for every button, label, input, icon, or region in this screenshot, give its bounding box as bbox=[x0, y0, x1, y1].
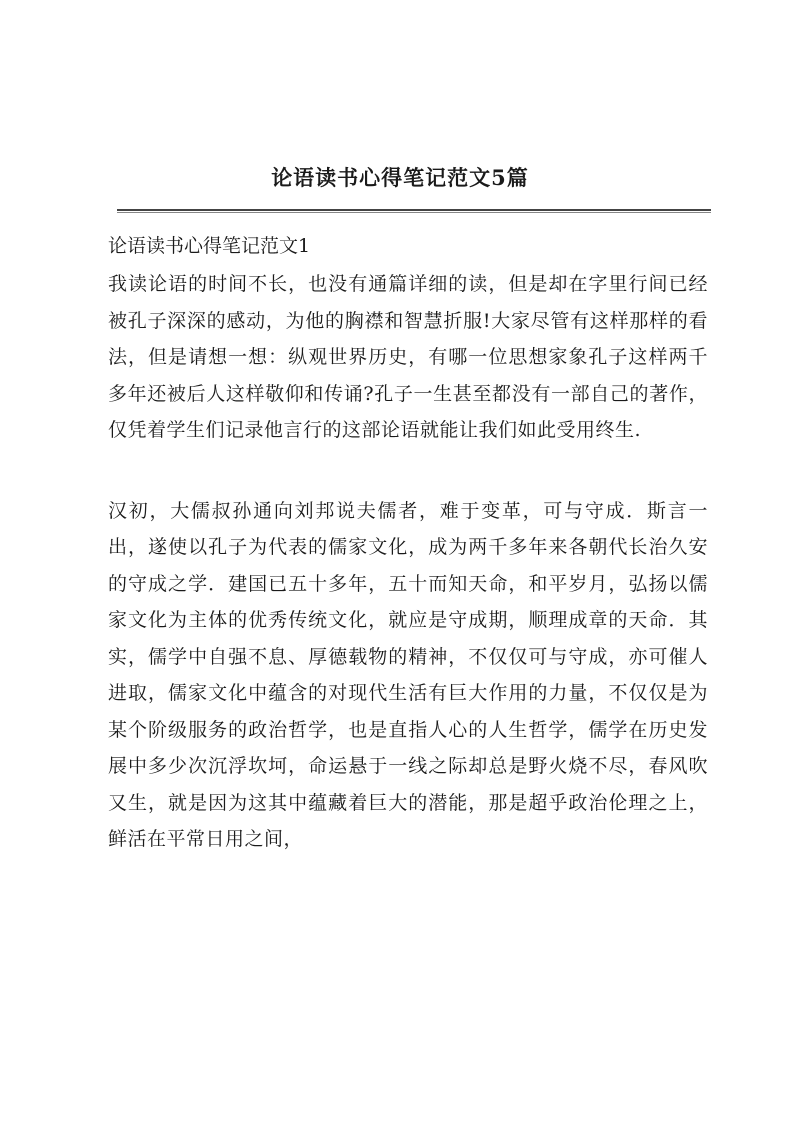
section-heading: 论语读书心得笔记范文1 bbox=[108, 235, 311, 257]
title-divider bbox=[117, 209, 711, 213]
paragraph-spacer bbox=[108, 449, 708, 493]
paragraph-1: 我读论语的时间不长，也没有通篇详细的读，但是却在字里行间已经被孔子深深的感动，为他的胸襟和智慧折服!大家尽管有这样那样的看法，但是请想一想：纵观世界历史，有哪一位思想家象孔子这样两千多年还被后人这样敬仰和传诵?孔子一生甚至都没有一部自己的著作，仅凭着学生们记录他言行的这部论语就能让我们如此受用终生. bbox=[108, 273, 708, 441]
document-body bbox=[108, 226, 708, 858]
paragraph-2: 汉初，大儒叔孙通向刘邦说夫儒者，难于变革，可与守成．斯言一出，遂使以孔子为代表的儒家文化，成为两千多年来各朝代长治久安的守成之学．建国已五十多年，五十而知天命，和平岁月，弘扬以儒家文化为主体的优秀传统文化，就应是守成期，顺理成章的天命．其实，儒学中自强不息、厚德载物的精神，不仅仅可与守成，亦可催人进取，儒家文化中蕴含的对现代生活有巨大作用的力量，不仅仅是为某个阶级服务的政治哲学，也是直指人心的人生哲学，儒学在历史发展中多少次沉浮坎坷，命运悬于一线之际却总是野火烧不尽，春风吹又生，就是因为这其中蕴藏着巨大的潜能，那是超乎政治伦理之上，鲜活在平常日用之间， bbox=[108, 499, 708, 850]
document-title: 论语读书心得笔记范文5篇 bbox=[271, 165, 529, 190]
